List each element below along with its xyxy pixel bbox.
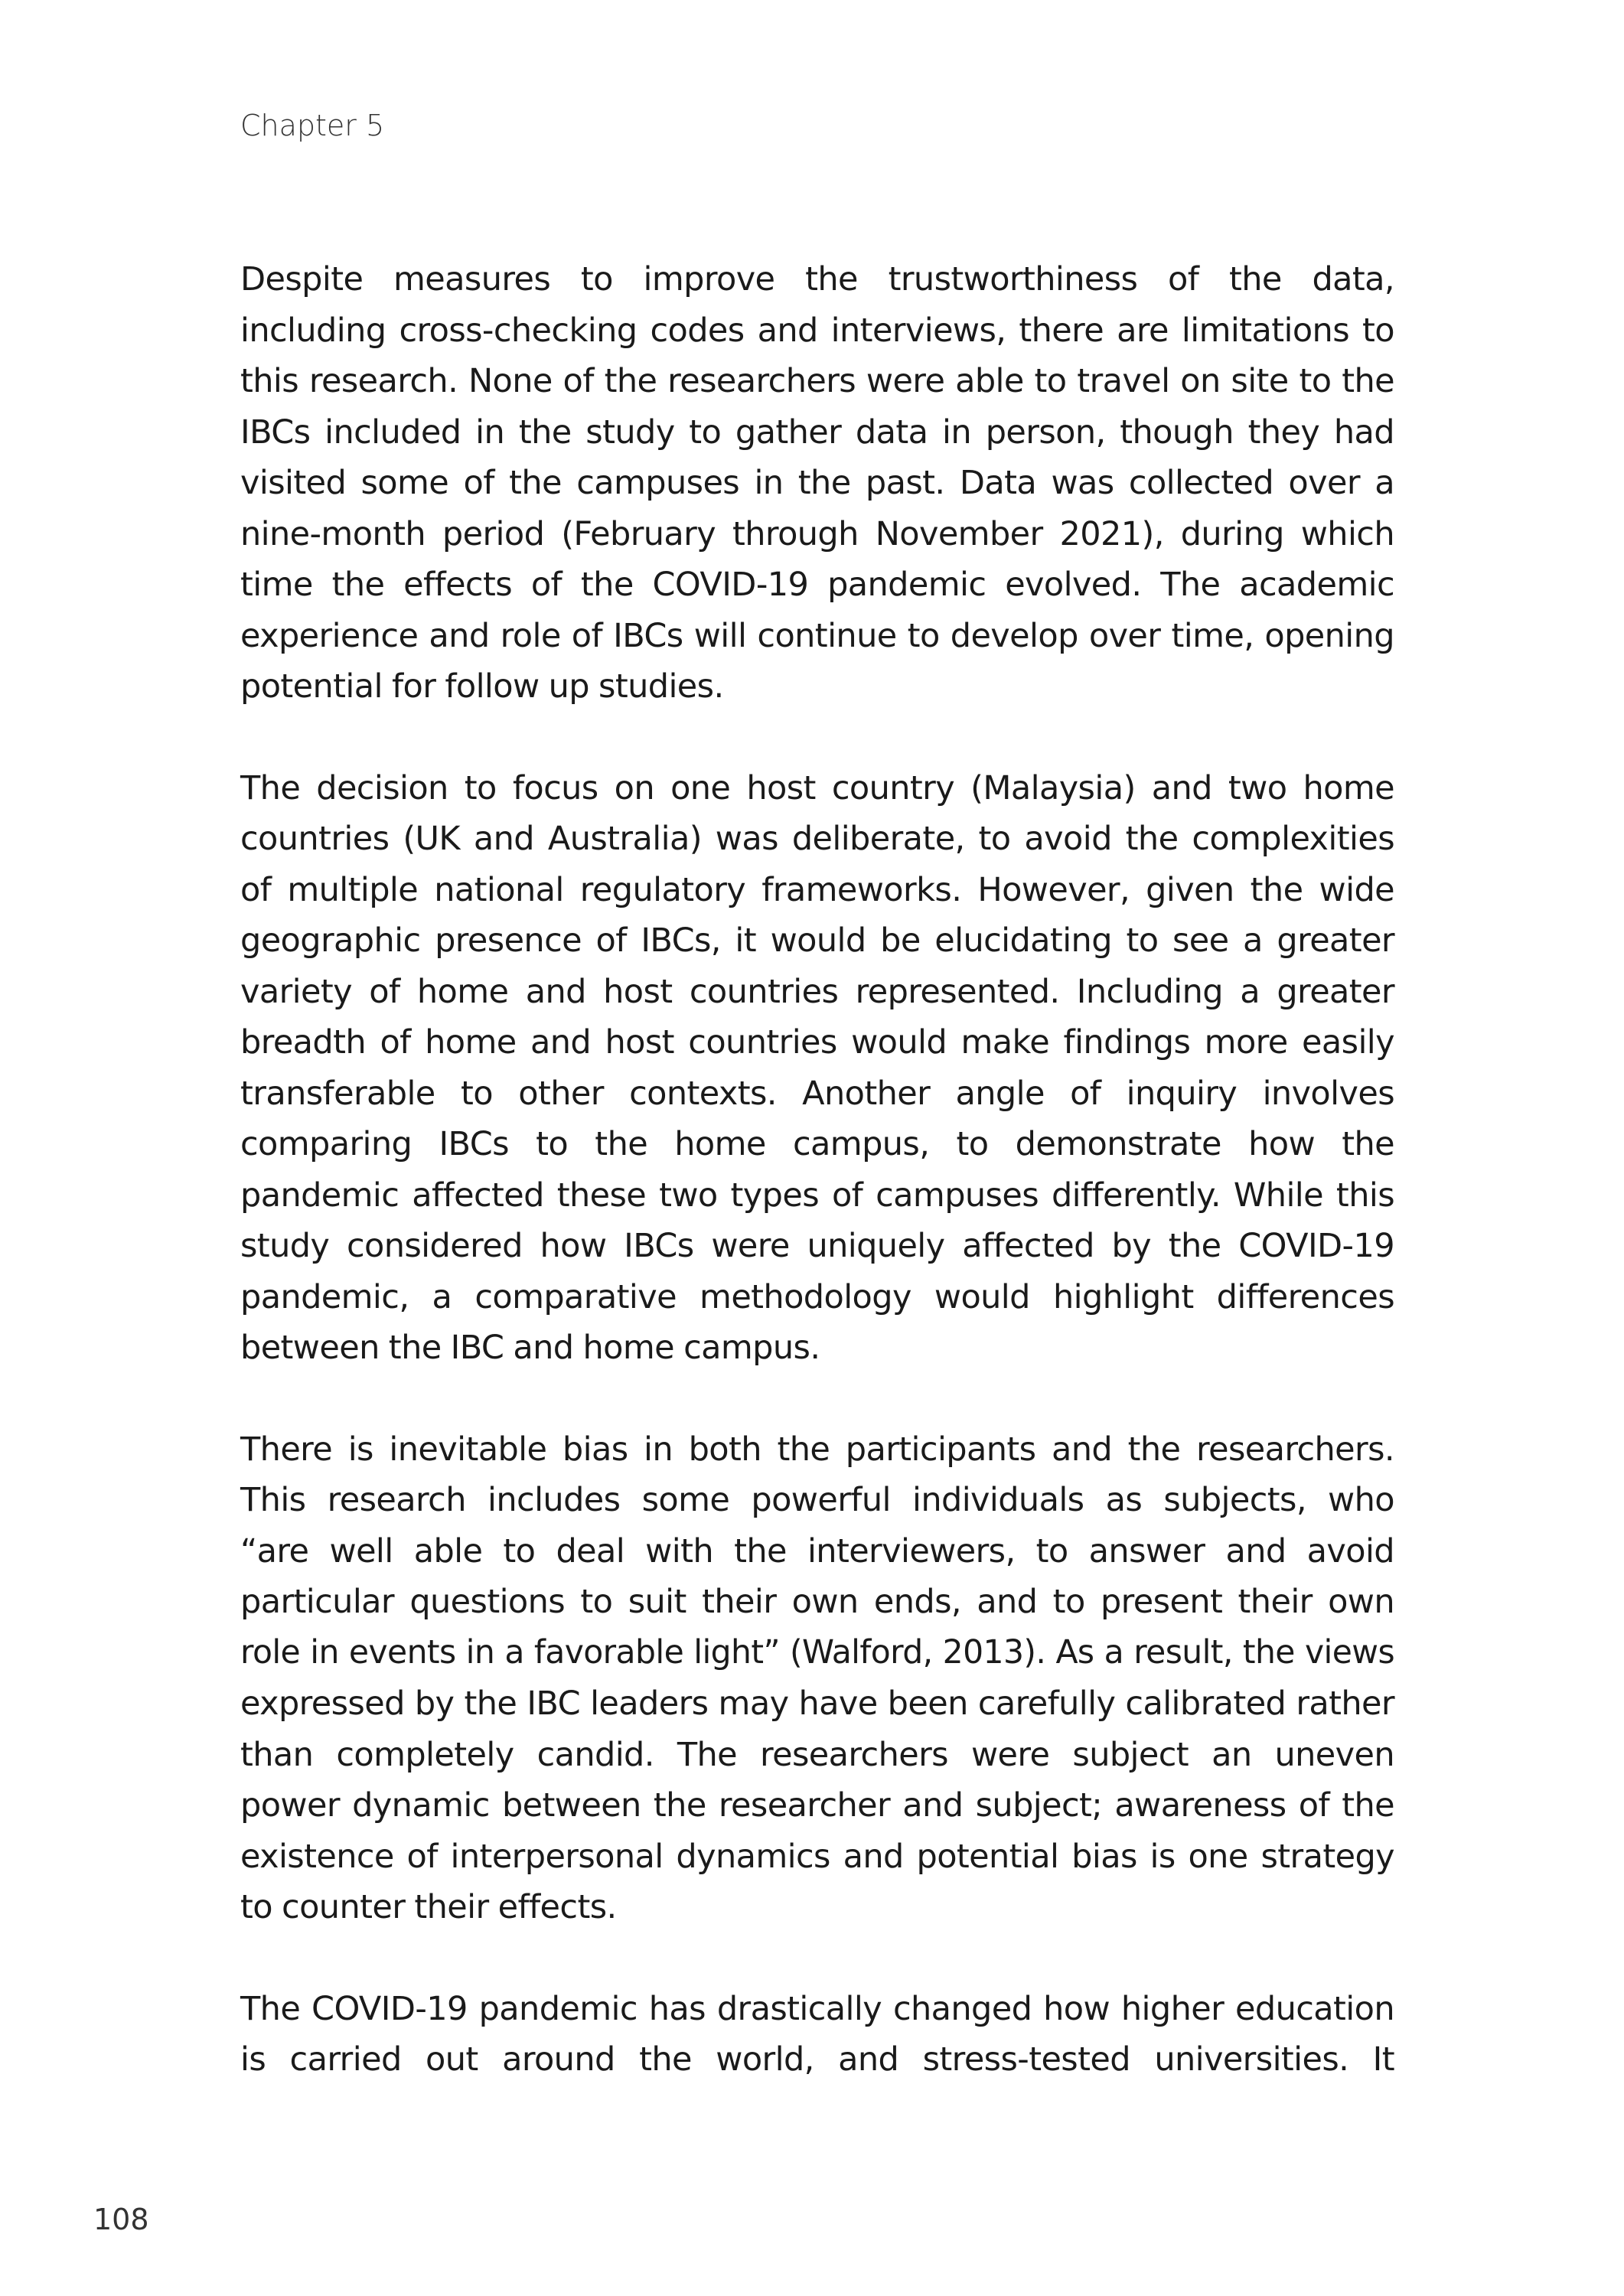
text-line: of multiple national regulatory frameworks. However, given the wide — [240, 870, 1394, 909]
body-text — [240, 254, 1394, 2136]
text-line: There is inevitable bias in both the participants and the researchers. — [240, 1430, 1394, 1469]
paragraph-covid-impact — [240, 1984, 1394, 2086]
text-line: Despite measures to improve the trustworthiness of the data, — [240, 260, 1394, 298]
running-header: Chapter 5 — [240, 109, 385, 142]
text-line: This research includes some powerful individuals as subjects, who — [240, 1481, 1394, 1519]
text-line: particular questions to suit their own ends, and to present their own — [240, 1583, 1394, 1621]
text-line: power dynamic between the researcher and subject; awareness of the — [240, 1786, 1394, 1825]
text-line: between the IBC and home campus. — [240, 1329, 820, 1367]
text-line: transferable to other contexts. Another angle of inquiry involves — [240, 1074, 1394, 1113]
text-line: nine-month period (February through November 2021), during which — [240, 514, 1394, 553]
paragraph-scope — [240, 763, 1394, 1374]
text-line: countries (UK and Australia) was deliberate, to avoid the complexities — [240, 820, 1394, 858]
text-line: pandemic affected these two types of campuses differently. While this — [240, 1176, 1394, 1215]
text-line: study considered how IBCs were uniquely affected by the COVID-19 — [240, 1227, 1394, 1265]
page-number: 108 — [93, 2203, 149, 2236]
text-line: comparing IBCs to the home campus, to demonstrate how the — [240, 1125, 1394, 1163]
text-line: variety of home and host countries represented. Including a greater — [240, 972, 1394, 1011]
paragraph-bias — [240, 1424, 1394, 1933]
text-line: geographic presence of IBCs, it would be elucidating to see a greater — [240, 921, 1394, 960]
text-line: expressed by the IBC leaders may have been carefully calibrated rather — [240, 1684, 1394, 1723]
text-line: “are well able to deal with the interviewers, to answer and avoid — [240, 1531, 1394, 1570]
text-line: including cross-checking codes and interviews, there are limitations to — [240, 311, 1394, 350]
text-line: The COVID-19 pandemic has drastically changed how higher education — [240, 1989, 1394, 2028]
text-line: The decision to focus on one host country (Malaysia) and two home — [240, 768, 1394, 807]
text-line: role in events in a favorable light” (Walford, 2013). As a result, the views — [240, 1633, 1394, 1671]
text-line: time the effects of the COVID-19 pandemic evolved. The academic — [240, 566, 1394, 604]
text-line: IBCs included in the study to gather data in person, though they had — [240, 413, 1394, 452]
paragraph-limitations — [240, 254, 1394, 713]
text-line: potential for follow up studies. — [240, 667, 724, 706]
text-line: experience and role of IBCs will continue to develop over time, opening — [240, 616, 1394, 655]
text-line: this research. None of the researchers were able to travel on site to the — [240, 362, 1394, 400]
text-line: breadth of home and host countries would make findings more easily — [240, 1023, 1394, 1062]
text-line: is carried out around the world, and stress-tested universities. It — [240, 2040, 1394, 2079]
text-line: than completely candid. The researchers were subject an uneven — [240, 1735, 1394, 1774]
text-line: pandemic, a comparative methodology would highlight differences — [240, 1277, 1394, 1316]
text-line: to counter their effects. — [240, 1888, 617, 1926]
text-line: existence of interpersonal dynamics and potential bias is one strategy — [240, 1837, 1394, 1876]
text-line: visited some of the campuses in the past. Data was collected over a — [240, 464, 1394, 502]
